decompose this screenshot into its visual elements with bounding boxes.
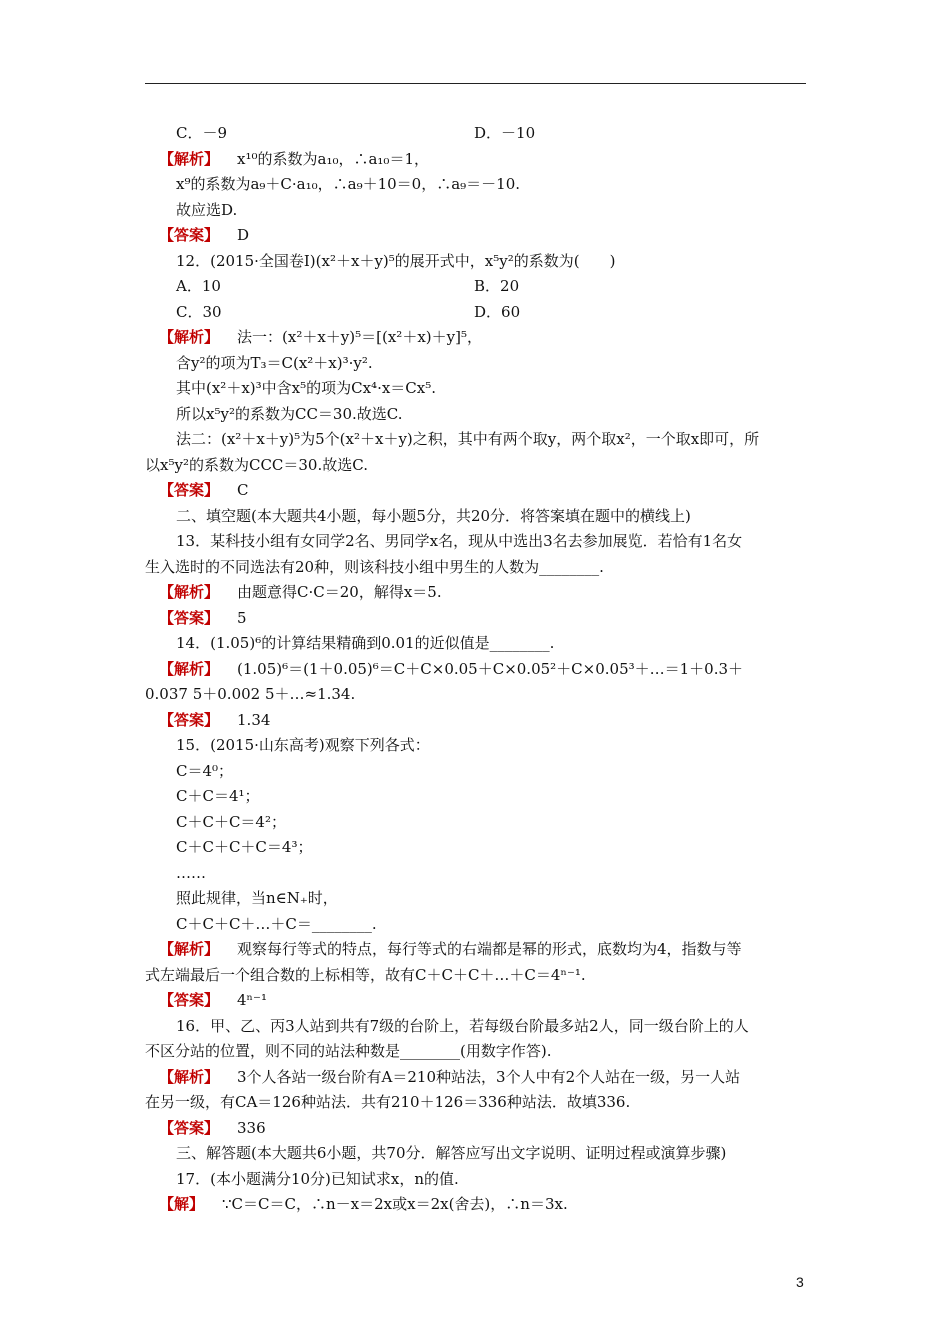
section-tag: 【答案】: [159, 710, 220, 729]
choice-option: C．30: [176, 302, 222, 321]
choice-row: [176, 300, 808, 326]
choice-option: A．10: [176, 277, 221, 295]
tagged-line: [159, 580, 808, 606]
text-line: 法二：(x²＋x＋y)⁵为5个(x²＋x＋y)之积，其中有两个取y，两个取x²，一个取x即可，所: [176, 430, 760, 448]
section-tag: 【答案】: [159, 1118, 220, 1137]
line-text: 由题意得C·C＝20，解得x＝5.: [237, 583, 442, 601]
tagged-line: [159, 1065, 808, 1091]
text-line: C＋C＋C＋C＝4³；: [176, 838, 313, 856]
line-text: 5: [237, 608, 247, 627]
document-body: [145, 121, 808, 1218]
text-line: ……: [176, 863, 206, 882]
section-tag: 【答案】: [159, 226, 220, 244]
line-text: 法一：(x²＋x＋y)⁵＝[(x²＋x)＋y]⁵，: [237, 328, 482, 346]
text-line: 16．甲、乙、丙3人站到共有7级的台阶上，若每级台阶最多站2人，同一级台阶上的人: [176, 1016, 749, 1035]
continuation-line: 生入选时的不同选法有20种，则该科技小组中男生的人数为________.: [145, 557, 604, 576]
line-text: D: [237, 226, 250, 244]
section-tag: 【答案】: [159, 481, 220, 499]
tagged-line: [159, 937, 808, 963]
text-line: 所以x⁵y²的系数为CC＝30.故选C.: [176, 404, 403, 423]
tagged-line: [159, 147, 808, 173]
section-tag: 【解】: [159, 1195, 205, 1213]
text-line: 12．(2015·全国卷Ⅰ)(x²＋x＋y)⁵的展开式中，x⁵y²的系数为( ): [176, 251, 616, 270]
line-text: 观察每行等式的特点，每行等式的右端都是幂的形式，底数均为4，指数与等: [237, 940, 742, 958]
tagged-line: [159, 606, 808, 632]
tagged-line: [159, 657, 808, 683]
line-text: 4ⁿ⁻¹: [237, 991, 267, 1009]
section-tag: 【解析】: [159, 583, 220, 601]
choice-row: [176, 274, 808, 300]
text-line: 17．(本小题满分10分)已知试求x，n的值.: [176, 1169, 459, 1188]
line-text: C: [237, 481, 249, 499]
section-tag: 【解析】: [159, 659, 220, 678]
choice-row: [176, 121, 808, 147]
continuation-line: 以x⁵y²的系数为CCC＝30.故选C.: [145, 455, 368, 474]
choice-option: D．60: [474, 302, 521, 321]
tagged-line: [159, 223, 808, 249]
line-text: 1.34: [237, 710, 271, 729]
tagged-line: [159, 708, 808, 734]
text-line: 含y²的项为T₃＝C(x²＋x)³·y².: [176, 353, 373, 372]
tagged-line: [159, 325, 808, 351]
text-line: C＋C＋C＝4²；: [176, 812, 286, 831]
tagged-line: [159, 1192, 808, 1218]
tagged-line: [159, 1116, 808, 1142]
text-line: C＋C＋C＋…＋C＝________.: [176, 914, 377, 933]
choice-option: B．20: [474, 277, 520, 295]
text-line: 三、解答题(本大题共6小题，共70分．解答应写出文字说明、证明过程或演算步骤): [176, 1144, 727, 1162]
text-line: 其中(x²＋x)³中含x⁵的项为Cx⁴·x＝Cx⁵.: [176, 379, 437, 397]
continuation-line: 0.037 5＋0.002 5＋…≈1.34.: [145, 685, 356, 703]
page-number: 3: [796, 1274, 804, 1290]
choice-option: D．－10: [474, 124, 536, 142]
line-text: x¹⁰的系数为a₁₀，∴a₁₀＝1，: [237, 149, 429, 168]
text-line: 13．某科技小组有女同学2名、男同学x名，现从中选出3名去参加展览．若恰有1名女: [176, 532, 743, 550]
line-text: 3个人各站一级台阶有A＝210种站法，3个人中有2个人站在一级，另一人站: [237, 1067, 741, 1086]
text-line: 故应选D.: [176, 200, 238, 219]
section-tag: 【答案】: [159, 608, 220, 627]
section-tag: 【解析】: [159, 940, 220, 958]
tagged-line: [159, 478, 808, 504]
header-rule: [145, 83, 806, 84]
text-line: 14．(1.05)⁶的计算结果精确到0.01的近似值是________.: [176, 634, 555, 652]
text-line: C＋C＝4¹；: [176, 787, 260, 805]
continuation-line: 在另一级，有CA＝126种站法．共有210＋126＝336种站法．故填336.: [145, 1093, 631, 1111]
text-line: 15．(2015·山东高考)观察下列各式：: [176, 736, 430, 754]
text-line: 照此规律，当n∈N₊时，: [176, 889, 338, 907]
line-text: (1.05)⁶＝(1＋0.05)⁶＝C＋C×0.05＋C×0.05²＋C×0.05³＋…＝1＋0.3＋: [237, 659, 744, 678]
continuation-line: 不区分站的位置，则不同的站法种数是________(用数字作答).: [145, 1042, 552, 1060]
section-tag: 【解析】: [159, 328, 220, 346]
line-text: ∵C＝C＝C，∴n－x＝2x或x＝2x(舍去)，∴n＝3x.: [222, 1195, 568, 1213]
text-line: 二、填空题(本大题共4小题，每小题5分，共20分．将答案填在题中的横线上): [176, 506, 691, 525]
choice-option: C．－9: [176, 124, 228, 142]
continuation-line: 式左端最后一个组合数的上标相等，故有C＋C＋C＋…＋C＝4ⁿ⁻¹.: [145, 965, 586, 984]
line-text: 336: [237, 1118, 266, 1137]
tagged-line: [159, 988, 808, 1014]
text-line: C＝4⁰；: [176, 761, 234, 780]
section-tag: 【解析】: [159, 1067, 220, 1086]
section-tag: 【答案】: [159, 991, 220, 1009]
section-tag: 【解析】: [159, 149, 220, 168]
text-line: x⁹的系数为a₉＋C·a₁₀，∴a₉＋10＝0，∴a₉＝－10.: [176, 175, 521, 193]
